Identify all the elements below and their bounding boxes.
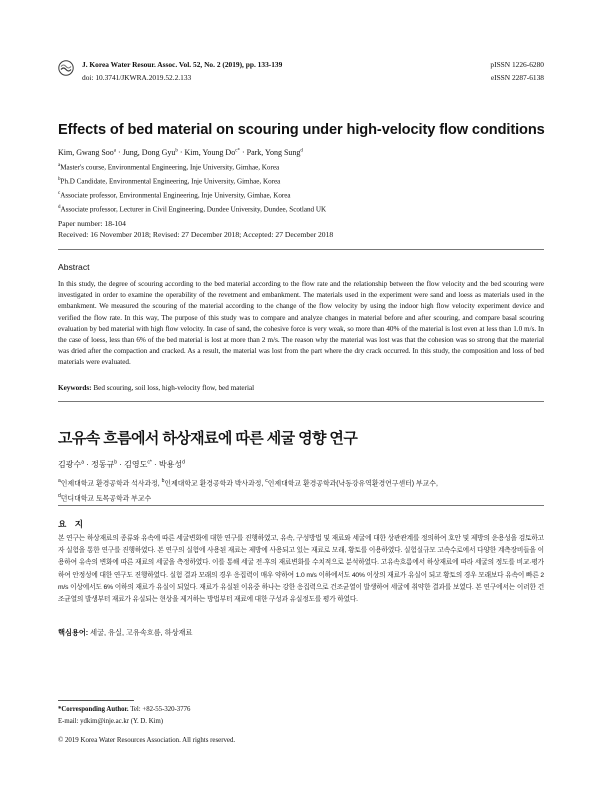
affiliation-sup: a [58,478,61,484]
affiliation-text: Master's course, Environmental Engineering, Inje University, Gimhae, Korea [60,163,280,172]
author-name-ko: 김영도 [124,460,148,469]
doi: doi: 10.3741/JKWRA.2019.52.2.133 [82,73,192,82]
affiliation-text: 인제대학교 환경공학과 박사과정, [164,480,266,488]
affiliation-text: 던디대학교 토목공학과 부교수 [60,495,152,503]
affiliation-list-en [58,160,326,216]
author-sup: a [81,459,84,466]
keywords-value-ko: 세굴, 유실, 고유속흐름, 하상재료 [90,628,193,637]
author-sup: c* [147,459,152,466]
affiliation-ko-line [58,475,544,490]
paper-title-en: Effects of bed material on scouring under high-velocity flow conditions [58,122,545,138]
affiliation-line [58,174,326,188]
author-name: Park, Yong Sung [246,148,301,157]
corresponding-tel: Tel: +82-55-320-3776 [130,706,191,713]
journal-header [82,58,282,84]
affiliation-text: 인제대학교 환경공학과 석사과정, [60,480,162,488]
abstract-heading-ko: 요 지 [58,519,86,529]
affiliation-line [58,202,326,216]
affiliation-line [58,188,326,202]
affiliation-text: Associate professor, Environmental Engineering, Inje University, Gimhae, Korea [60,191,291,200]
keywords-label-ko: 핵심용어: [58,628,89,637]
author-list-ko: 김광수$^a$ · 정동규$^b$ · 김영도$^{c*}$ · 박용성$^d$ [58,459,185,469]
author-sup: c* [235,148,240,154]
keywords-en [58,384,544,392]
author-sup: d [300,148,303,154]
corresponding-label: *Corresponding Author. [58,706,129,713]
divider [58,249,544,250]
abstract-text-ko: 본 연구는 하상재료의 종류와 유속에 따른 세굴변화에 대한 연구를 진행하였고, 유속, 구성방법 및 재료와 세굴에 대한 상관관계를 정의하여 호안 및 제방의 운용성을 검토하고자 실험을 통한 연구를 진행하였다. 본 연구의 실험에 사용된 재료는 제방에 사용되고 있는 재료로 모래, 황토를 이용하였다. 실험실규모 고속수로에서 다양한 계측장비들을 이용하여 유속의 변화에 따른 재료의 세굴을 측정하였다. 이를 통해 세굴 전·후의 재료변화를 수치적으로 분석하였다. 고유속흐름에서 하상재료에 따라 세굴의 정도를 비교·평가하여 안정성에 대한 연구도 진행하였다. 실험 결과 모래의 경우 응집력이 매우 약하여 1.0 m/s 이하에서도 40% 이상의 재료가 유실이 되고 황토의 경우 모래보다 유속이 빠른 2 m/s 이상에서도 6% 이하의 재료가 유실이 되었다. 재료가 유실된 이유중 하나는 강한 응집력으로 건조균열이 발생하여 세굴에 취약한 결과를 보였다. 본 연구에서는 이러한 건조균열의 발생부터 재료가 유실되는 현상을 제거하는 방법부터 재료에 대한 구성과 유실정도를 평가 하였다. [58,535,544,604]
keywords-label: Keywords: [58,384,92,392]
affiliation-sup: b [58,176,61,182]
affiliation-sup: d [58,204,61,210]
affiliation-text: Associate professor, Lecturer in Civil Engineering, Dundee University, Dundee, Scotland UK [60,205,327,214]
author-name-ko: 박용성 [158,460,183,469]
affiliation-list-ko [58,475,544,506]
pissn: pISSN 1226-6280 [490,60,544,69]
author-sup: a [113,148,117,154]
footnote-rule [58,700,134,701]
affiliation-sup: a [58,163,61,168]
corresponding-email: E-mail: ydkim@inje.ac.kr (Y. D. Kim) [58,718,164,725]
affiliation-line [58,160,326,174]
eissn: eISSN 2287-6138 [490,73,544,82]
paper-dates: Received: 16 November 2018; Revised: 27 December 2018; Accepted: 27 December 2018 [58,230,334,240]
author-name: Jung, Dong Gyu [122,148,176,157]
divider [58,401,544,402]
author-sup: b [114,459,118,466]
copyright: © 2019 Korea Water Resources Association. All rights reserved. [58,737,236,744]
affiliation-ko-line [58,490,544,505]
author-name: Kim, Gwang Soo [58,148,114,157]
affiliation-text: 인제대학교 환경공학과(낙동강유역환경연구센터) 부교수, [267,480,438,488]
abstract-heading: Abstract [58,262,90,272]
keywords-ko [58,628,192,638]
author-name-ko: 정동규 [91,460,115,469]
paper-info [58,218,333,241]
jkwra-logo-icon [58,60,74,76]
issn-block [490,58,544,84]
author-list-en: Kim, Gwang Soo$^a$ · Jung, Dong Gyu$^b$ · Kim, Young $Do^{c*}$ · Park, Yong Sung$^d$ [58,148,303,157]
paper-title-ko: 고유속 흐름에서 하상재료에 따른 세굴 영향 연구 [58,430,358,447]
corresponding-author [58,704,190,728]
author-sup: d [182,459,185,466]
affiliation-sup: c [58,190,61,196]
affiliation-sup: b [161,478,165,484]
author-sup: b [175,148,178,154]
affiliation-sup: c [265,478,268,484]
keywords-value: Bed scouring, soil loss, high-velocity flow, bed material [93,384,255,392]
abstract-text-en: In this study, the degree of scouring according to the bed material according to the flow rate and the relationship between the flow velocity and the bed scouring were investigated in order to examine the operability of the revetment and embankment. The materials used in the experiment were sand and loess as materials used in the embankment. We measured the scouring of the material according to the change of the flow velocity by using the indoor high flow velocity experiment device and verified the flow rate. In this way, The purpose of this study was to compare and analyze changes in material before and after scouring, and compare basal scouring evaluation by bed material with high flow velocity. In case of sand, the cohesive force is very weak, so more than 40% of the material is lost even at less than 1.0 m/s. In the case of loess, less than 6% of the bed material is lost at more than 2 m/s. The reason why the material was lost was that the cohesion was so strong that the material was dried after the compaction and cracked. As a result, the material was lost from the part where the dry crack occurred. In this study, the composition and loss of bed materials were evaluated. [58,280,544,367]
journal-citation: J. Korea Water Resour. Assoc. Vol. 52, No. 2 (2019), pp. 133-139 [82,60,283,69]
author-name: Kim, Young Do [184,148,236,157]
author-name-ko: 김광수 [58,460,82,469]
affiliation-text: Ph.D Candidate, Environmental Engineering, Inje University, Gimhae, Korea [60,177,281,186]
affiliation-sup: d [58,493,61,500]
divider [58,505,544,506]
paper-number: Paper number: 18-104 [58,219,126,228]
